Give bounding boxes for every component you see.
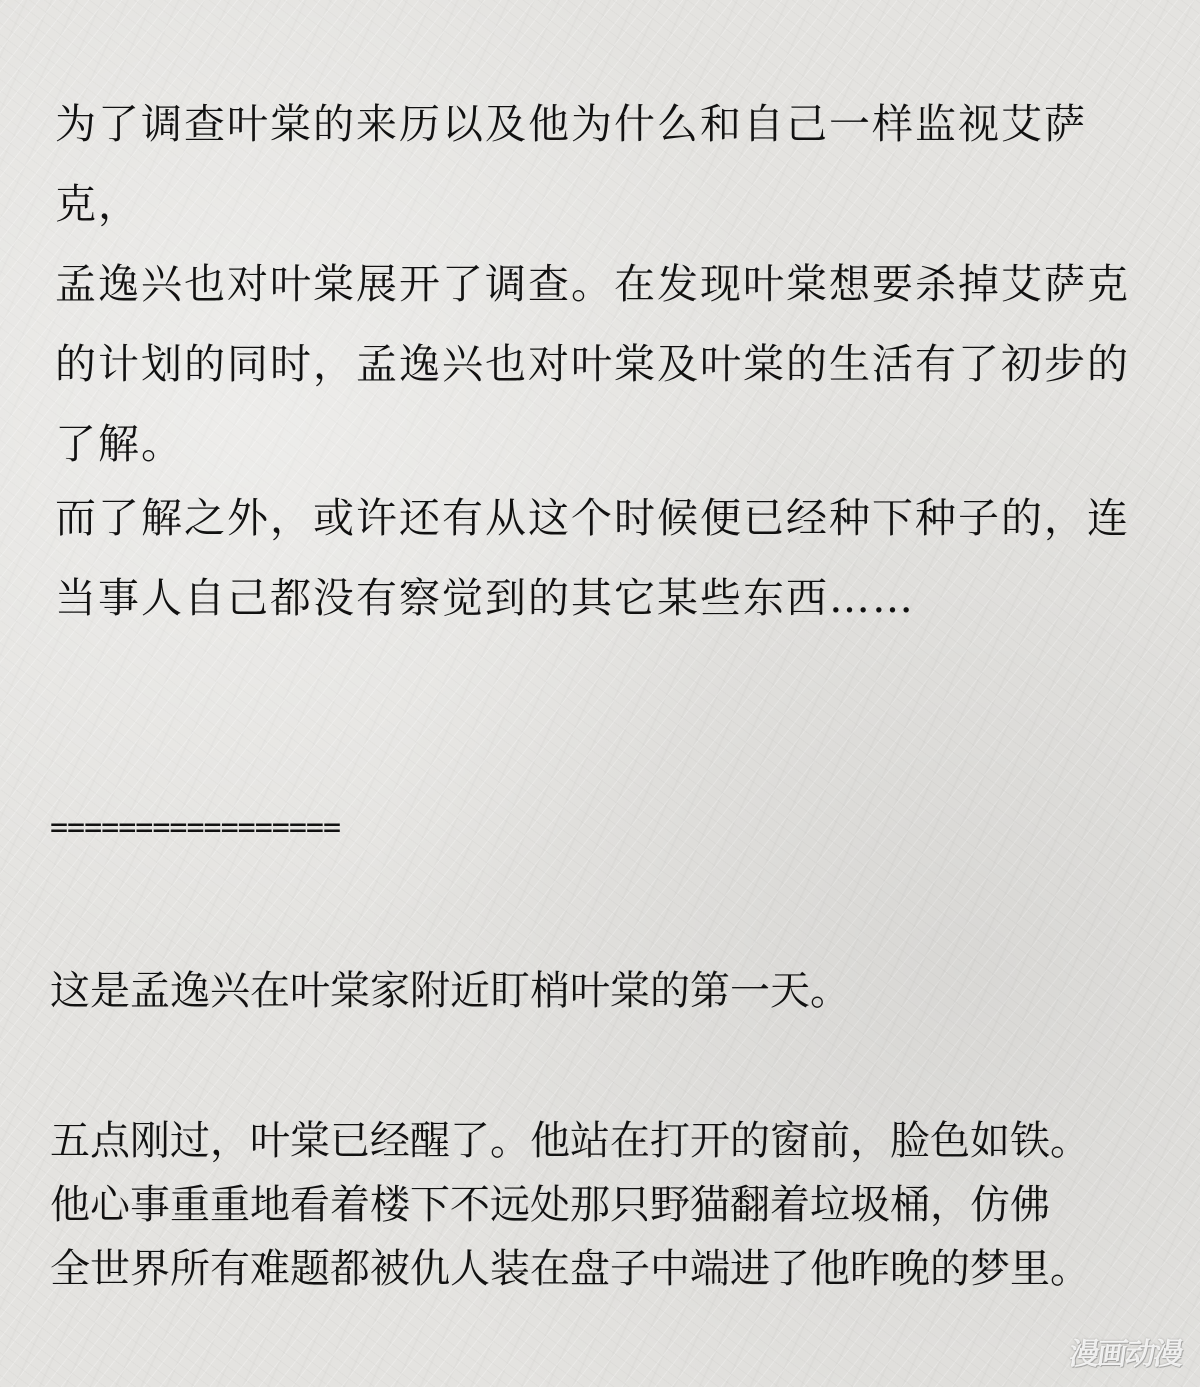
story-paragraph: 五点刚过，叶棠已经醒了。他站在打开的窗前，脸色如铁。 他心事重重地看着楼下不远处那只野猫翻着垃圾桶，仿佛 全世界所有难题都被仇人装在盘子中端进了他昨晚的梦里。	[50, 1119, 1090, 1291]
second-paragraph: 而了解之外，或许还有从这个时候便已经种下种子的，连 当事人自己都没有察觉到的其它某些东西……	[55, 494, 1130, 622]
intro-paragraph: 为了调查叶棠的来历以及他为什么和自己一样监视艾萨克， 孟逸兴也对叶棠展开了调查。在发现叶棠想要杀掉艾萨克 的计划的同时，孟逸兴也对叶棠及叶棠的生活有了初步的 了解。	[55, 100, 1130, 468]
watermark-logo: 漫画动漫	[1067, 1337, 1184, 1372]
story-opening-line: 这是孟逸兴在叶棠家附近盯梢叶棠的第一天。	[50, 969, 850, 1013]
section-divider: =================	[50, 810, 341, 845]
